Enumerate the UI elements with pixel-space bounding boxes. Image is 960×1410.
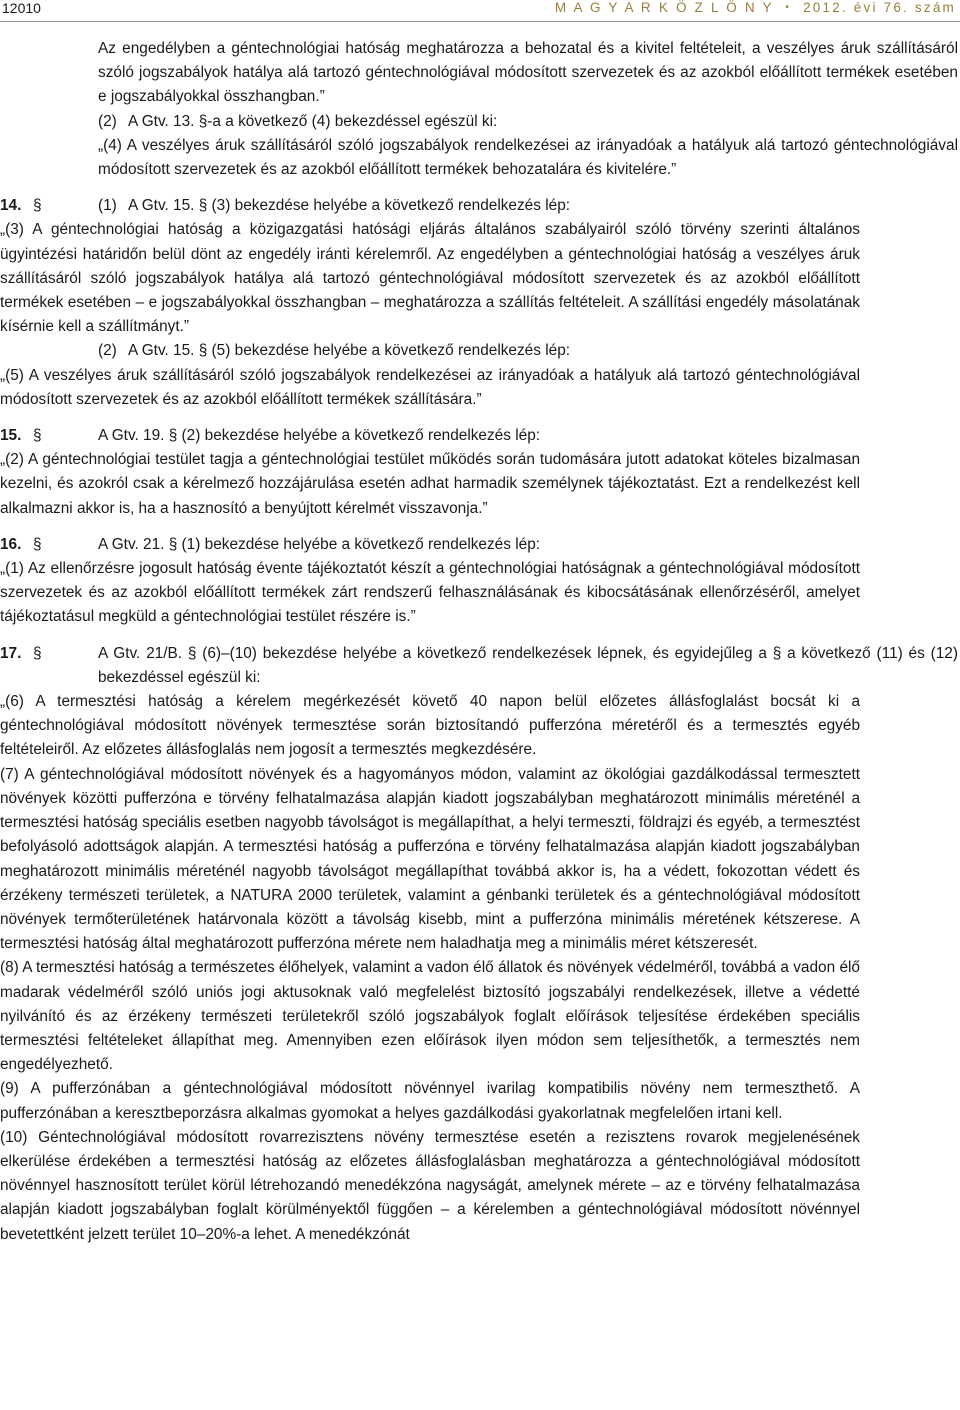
bullet-separator: •	[785, 2, 792, 13]
s15-quote: „(2) A géntechnológiai testület tagja a géntechnológiai testület működés során tudomására jutott adatokat köteles bizalmasan kezelni, és azokról csak a kérelmező hozzájárulása esetén adhat harmadik személynek tájékoztatást. Ezt a rendelkezést kell alkalmazni akkor is, ha a hasznosító a benyújtott kérelmét visszavonja.”	[0, 451, 860, 517]
s17-paragraph-10: (10) Géntechnológiával módosított rovarrezisztens növény termesztése esetén a rezisztens rovarok megjelenésének elkerülése érdekében a termesztési hatóság az előzetes állásfoglalásban meghatározza a géntechnológiával módosított növénnyel hasznosított terület körül létrehozandó menedékzóna nagyságát, amelynek mérete – az e törvény felhatalmazása alapján kiadott jogszabályban foglalt körülményektől függően – a kérelemben a géntechnológiával módosított növénnyel bevetettként jelzett terület 10–20%-a lehet. A menedékzónát	[0, 1128, 860, 1243]
s14-quote-1: „(3) A géntechnológiai hatóság a közigazgatási hatósági eljárás általános szabályairól szóló törvény szerinti általános ügyintézési határidőn belül dönt az engedély iránti kérelemről. Az engedélyben a géntechnológiai hatóság a veszélyes áruk szállításáról szóló jogszabályok hatálya alá tartozó géntechnológiával módosított szervezetek és az azokból előállított termékek esetében – e jogszabályokkal összhangban – meghatározza a szállítás feltételeit. A szállítási engedély másolatának kísérnie kell a szállítmányt.”	[0, 221, 860, 336]
section-sign: §	[33, 197, 42, 215]
section-16	[0, 533, 960, 630]
section-sign: §	[33, 535, 42, 553]
subsection-number: (2)	[98, 342, 117, 360]
section-sign: §	[33, 644, 42, 662]
s13-subsection-2	[98, 110, 958, 134]
s17-text: A Gtv. 21/B. § (6)–(10) bekezdése helyébe a következő rendelkezések lépnek, és egyidejűleg a § a következő (11) és (12) bekezdéssel egészül ki:	[98, 644, 958, 686]
section-number: 14.	[0, 197, 22, 215]
section-17	[0, 642, 960, 1247]
header-divider	[0, 21, 960, 22]
s15-text: A Gtv. 19. § (2) bekezdése helyébe a következő rendelkezés lép:	[98, 427, 541, 445]
s14-subsection-1	[98, 194, 958, 218]
section-15	[0, 424, 960, 521]
issue-label: 2012. évi 76. szám	[803, 0, 956, 15]
s17-paragraph-9: (9) A pufferzónában a géntechnológiával módosított növénnyel ivarilag kompatibilis növény nem termeszthető. A pufferzónában a keresztbeporzásra alkalmas gyomokat a helyes gazdálkodási gyakorlatnak megfelelően irtani kell.	[0, 1080, 860, 1122]
subsection-text: A Gtv. 15. § (3) bekezdése helyébe a következő rendelkezés lép:	[128, 197, 571, 215]
page-header	[0, 0, 960, 22]
s17-paragraph-7: (7) A géntechnológiával módosított növények és a hagyományos módon, valamint az ökológiai gazdálkodással termesztett növények közötti pufferzóna e törvény felhatalmazása alapján kiadott jogszabályban meghatározott minimális méreténél a termesztési hatóság speciális esetben nagyobb távolságot is megállapíthat, a helyi termeszti, földrajzi és egyéb, a termesztést befolyásoló adottságok alapján. A termesztési hatóság a pufferzóna e törvény felhatalmazása alapján kiadott jogszabályban meghatározott minimális méreténél nagyobb távolságot megállapíthat továbbá akkor is, ha a védett, fokozottan védett és érzékeny természeti területek, a NATURA 2000 területek, valamint a génbanki területek és a géntechnológiával módosított növények termőterületének határvonala között a távolság kisebb, mint a pufferzóna minimális méretének kétszerese. A termesztési hatóság által meghatározott pufferzóna mérete nem haladhatja meg a minimális méret kétszeresét.	[0, 765, 860, 953]
document-body	[0, 37, 960, 1247]
subsection-number: (1)	[98, 197, 117, 215]
section-number: 15.	[0, 427, 22, 445]
s13-quote: „(4) A veszélyes áruk szállításáról szóló jogszabályok rendelkezései az irányadóak a hatályuk alá tartozó géntechnológiával módosított szervezetek és az azokból előállított termékek behozatalára és kivitelére.”	[98, 136, 958, 179]
s14-quote-2: „(5) A veszélyes áruk szállításáról szóló jogszabályok rendelkezései az irányadóak a hatályuk alá tartozó géntechnológiával módosított szervezetek és az azokból előállított termékek szállítására.”	[0, 366, 860, 408]
s17-paragraph-6: „(6) A termesztési hatóság a kérelem megérkezését követő 40 napon belül előzetes állásfoglalást bocsát ki a géntechnológiával módosított növények termesztése során biztosítandó pufferzóna méretéről és a termesztés egyéb feltételeiről. Az előzetes állásfoglalás nem jogosít a termesztés megkezdésére.	[0, 693, 860, 759]
s17-paragraph-8: (8) A termesztési hatóság a természetes élőhelyek, valamint a vadon élő állatok és növények védelméről, továbbá a vadon élő madarak védelméről szóló uniós jogi aktusoknak való megfelelést biztosító jogszabályi rendelkezések, illetve a védetté nyilvánító és az érzékeny természeti területekről szóló jogszabályok foglalt előírások teljesítése érdekében speciális termesztési feltételeket állapíthat meg. Amennyiben ezen előírások ilyen módon sem teljesíthetők, a termesztés nem engedélyezhető.	[0, 959, 860, 1074]
journal-title	[555, 0, 956, 15]
section-14	[0, 194, 960, 412]
section-number: 16.	[0, 535, 22, 553]
subsection-text: A Gtv. 13. §-a a következő (4) bekezdéssel egészül ki:	[128, 112, 498, 130]
intro-paragraph: Az engedélyben a géntechnológiai hatóság meghatározza a behozatal és a kivitel feltételeit, a veszélyes áruk szállításáról szóló jogszabályok hatálya alá tartozó géntechnológiával módosított szervezetek és az azokból előállított termékek esetében e jogszabályokkal összhangban.”	[98, 40, 958, 106]
page-number: 12010	[2, 0, 41, 16]
s14-subsection-2	[98, 339, 958, 363]
section-number: 17.	[0, 644, 22, 662]
s16-quote: „(1) Az ellenőrzésre jogosult hatóság évente tájékoztatót készít a géntechnológiai hatóságnak a géntechnológiával módosított szervezetek és az azokból előállított termékek zárt rendszerű felhasználásának és kibocsátásának ellenőrzéséről, amelyet tájékoztatásul megküld a géntechnológiai testület részére is.”	[0, 560, 860, 626]
section-sign: §	[33, 427, 42, 445]
subsection-text: A Gtv. 15. § (5) bekezdése helyébe a következő rendelkezés lép:	[128, 342, 571, 360]
s16-text: A Gtv. 21. § (1) bekezdése helyébe a következő rendelkezés lép:	[98, 535, 541, 553]
journal-name: M A G Y A R K Ö Z L Ö N Y	[554, 0, 774, 15]
subsection-number: (2)	[98, 112, 117, 130]
